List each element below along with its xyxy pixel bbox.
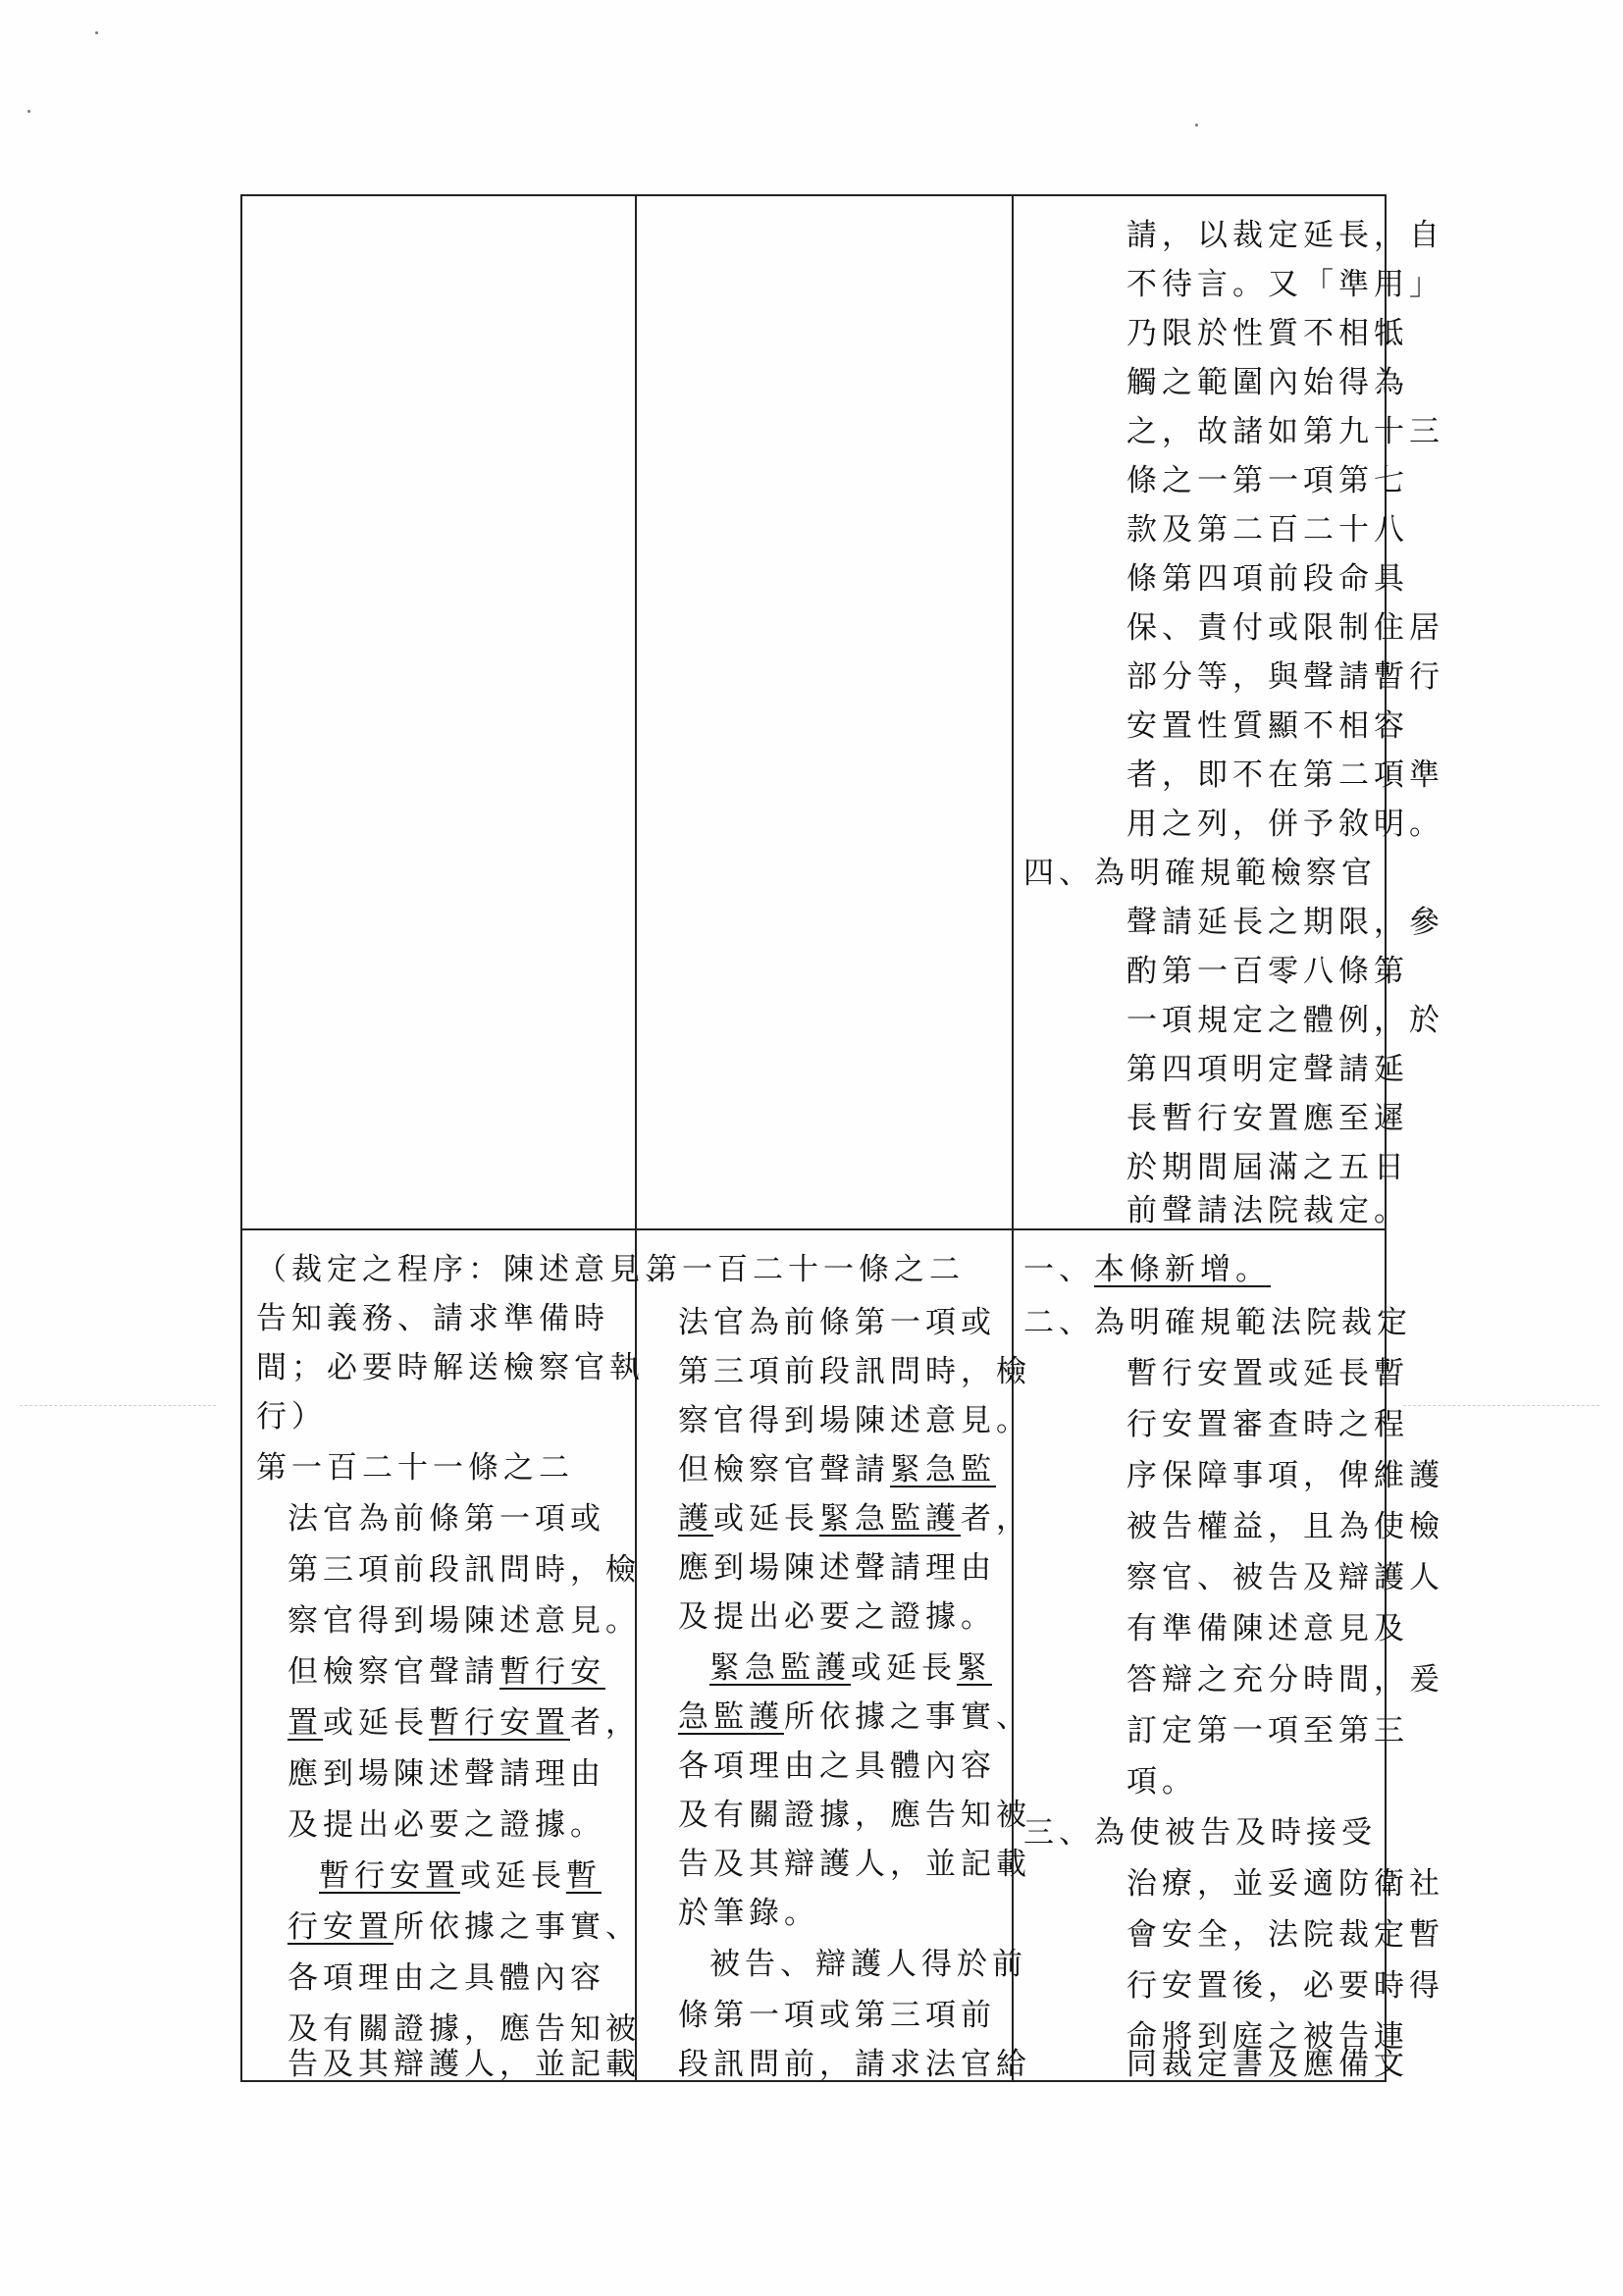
article-line: 第三項前段訊問時，檢 bbox=[678, 1354, 1031, 1389]
explanation-line: 安置性質顯不相容 bbox=[1126, 708, 1409, 744]
explanation-line: 請，以裁定延長，自 bbox=[1126, 218, 1444, 253]
text-run: 或延長 bbox=[851, 1650, 957, 1686]
explanation-line: 有準備陳述意見及 bbox=[1126, 1611, 1409, 1646]
explanation-line: 乃限於性質不相牴 bbox=[1126, 316, 1409, 351]
article-line: 法官為前條第一項或 bbox=[288, 1501, 605, 1537]
article-number: 第一百二十一條之二 bbox=[647, 1252, 965, 1287]
explanation-line: 第四項明定聲請延 bbox=[1126, 1052, 1409, 1087]
text-run: 但檢察官聲請 bbox=[288, 1654, 499, 1690]
article-line: 及有關證據，應告知被 bbox=[678, 1798, 1031, 1833]
explanation-line: 項。 bbox=[1126, 1764, 1197, 1800]
explanation-line: 答辯之充分時間，爰 bbox=[1126, 1662, 1444, 1697]
article-line: 於筆錄。 bbox=[678, 1896, 819, 1931]
article-line: 告及其辯護人，並記載 bbox=[288, 2047, 641, 2082]
article-line bbox=[288, 1904, 641, 1951]
text-run: 者， bbox=[570, 1705, 641, 1741]
article-line: 各項理由之具體內容 bbox=[288, 1960, 605, 1996]
article-line bbox=[709, 1644, 992, 1692]
explanation-line: 長暫行安置應至遲 bbox=[1126, 1101, 1409, 1136]
article-line: 應到場陳述聲請理由 bbox=[288, 1756, 605, 1792]
explanation-line: 款及第二百二十八 bbox=[1126, 512, 1409, 548]
item-number: 一、 bbox=[1023, 1252, 1094, 1287]
explanation-line: 之，故諸如第九十三 bbox=[1126, 414, 1444, 449]
article-line bbox=[288, 1648, 605, 1696]
text-run: 所依據之事實、 bbox=[784, 1699, 1031, 1735]
cell-bottom-middle bbox=[637, 1230, 1031, 2082]
explanation-line: 訂定第一項至第三 bbox=[1126, 1713, 1409, 1748]
explanation-line: 用之列，併予敘明。 bbox=[1126, 807, 1444, 842]
article-line bbox=[678, 1495, 1031, 1542]
text-run: 者， bbox=[961, 1501, 1031, 1537]
cell-bottom-right bbox=[1014, 1230, 1444, 2082]
amended-term: 暫行安置 bbox=[319, 1858, 460, 1894]
explanation-line: 酌第一百零八條第 bbox=[1126, 954, 1409, 989]
article-line bbox=[288, 1699, 641, 1747]
original-term: 急監護 bbox=[678, 1699, 784, 1735]
amended-term: 行安置 bbox=[288, 1909, 393, 1945]
explanation-item-heading: 二、為明確規範法院裁定 bbox=[1023, 1305, 1412, 1340]
text-run: 或延長 bbox=[460, 1858, 566, 1894]
amended-term: 暫 bbox=[566, 1858, 602, 1894]
article-heading-line: 行） bbox=[256, 1399, 327, 1435]
text-run: 或延長 bbox=[713, 1501, 819, 1537]
amended-term: 置 bbox=[288, 1705, 323, 1741]
explanation-line: 聲請延長之期限，參 bbox=[1126, 905, 1444, 940]
article-line: 應到場陳述聲請理由 bbox=[678, 1550, 996, 1586]
text-run: 或延長 bbox=[323, 1705, 429, 1741]
article-line: 察官得到場陳述意見。 bbox=[288, 1603, 641, 1639]
article-heading-line: 告知義務、請求準備時 bbox=[256, 1301, 609, 1336]
amended-term: 暫行安 bbox=[499, 1654, 605, 1690]
text-run: 所依據之事實、 bbox=[393, 1909, 641, 1945]
original-term: 緊急監護 bbox=[819, 1501, 961, 1537]
explanation-line: 一項規定之體例，於 bbox=[1126, 1003, 1444, 1038]
item-text: 本條新增。 bbox=[1094, 1252, 1271, 1287]
explanation-line: 者，即不在第二項準 bbox=[1126, 757, 1444, 793]
article-heading-line: （裁定之程序：陳述意見、 bbox=[256, 1252, 680, 1287]
explanation-line: 觸之範圍內始得為 bbox=[1126, 365, 1409, 400]
article-line: 及提出必要之證據。 bbox=[678, 1599, 996, 1635]
explanation-line: 行安置後，必要時得 bbox=[1126, 1968, 1444, 2004]
explanation-line: 命將到庭之被告連 bbox=[1126, 2019, 1409, 2055]
scan-speck bbox=[27, 110, 30, 113]
article-line: 及提出必要之證據。 bbox=[288, 1807, 605, 1843]
amended-term: 暫行安置 bbox=[429, 1705, 570, 1741]
explanation-item-heading: 三、為使被告及時接受 bbox=[1023, 1815, 1377, 1851]
article-line bbox=[678, 1694, 1031, 1741]
article-number: 第一百二十一條之二 bbox=[256, 1450, 574, 1486]
article-line: 條第一項或第三項前 bbox=[678, 1998, 996, 2033]
original-term: 緊急監護 bbox=[709, 1650, 851, 1686]
explanation-line: 保、責付或限制住居 bbox=[1126, 610, 1444, 646]
explanation-line: 前聲請法院裁定。 bbox=[1126, 1193, 1409, 1228]
scan-speck bbox=[95, 31, 98, 34]
article-line: 段訊問前，請求法官給 bbox=[678, 2047, 1031, 2082]
article-line: 法官為前條第一項或 bbox=[678, 1305, 996, 1340]
article-line: 察官得到場陳述意見。 bbox=[678, 1403, 1031, 1438]
article-line: 第三項前段訊問時，檢 bbox=[288, 1552, 641, 1588]
article-line: 各項理由之具體內容 bbox=[678, 1748, 996, 1784]
article-heading-line: 間；必要時解送檢察官執 bbox=[256, 1350, 645, 1385]
explanation-line: 暫行安置或延長暫 bbox=[1126, 1356, 1409, 1391]
explanation-line: 不待言。又「準用」 bbox=[1126, 267, 1444, 302]
article-line: 被告、辯護人得於前 bbox=[709, 1947, 1027, 1982]
explanation-line: 治療，並妥適防衛社 bbox=[1126, 1866, 1444, 1902]
cell-top-right bbox=[1014, 196, 1444, 1228]
explanation-line: 條之一第一項第七 bbox=[1126, 463, 1409, 498]
explanation-item-heading bbox=[1023, 1246, 1271, 1293]
explanation-line: 條第四項前段命具 bbox=[1126, 561, 1409, 597]
article-line: 及有關證據，應告知被 bbox=[288, 2011, 641, 2047]
article-line bbox=[319, 1852, 602, 1900]
explanation-item-heading: 四、為明確規範檢察官 bbox=[1023, 856, 1377, 891]
explanation-line: 部分等，與聲請暫行 bbox=[1126, 659, 1444, 695]
scan-fold-line bbox=[1403, 1405, 1599, 1406]
scan-fold-line bbox=[20, 1405, 216, 1406]
comparison-table bbox=[240, 194, 1444, 2082]
explanation-line: 行安置審查時之程 bbox=[1126, 1407, 1409, 1442]
cell-top-middle bbox=[637, 196, 1012, 1228]
article-line: 告及其辯護人，並記載 bbox=[678, 1847, 1031, 1882]
explanation-line: 序保障事項，俾維護 bbox=[1126, 1458, 1444, 1493]
original-term: 護 bbox=[678, 1501, 713, 1537]
original-term: 緊 bbox=[957, 1650, 992, 1686]
text-run: 但檢察官聲請 bbox=[678, 1452, 890, 1487]
cell-top-left bbox=[242, 196, 635, 1228]
explanation-line: 察官、被告及辯護人 bbox=[1126, 1560, 1444, 1595]
explanation-line: 會安全，法院裁定暫 bbox=[1126, 1917, 1444, 1953]
article-line bbox=[678, 1446, 996, 1493]
explanation-line: 被告權益，且為使檢 bbox=[1126, 1509, 1444, 1544]
cell-bottom-left bbox=[242, 1230, 680, 2082]
explanation-line: 於期間屆滿之五日 bbox=[1126, 1150, 1409, 1185]
explanation-line: 同裁定書及應備文 bbox=[1126, 2047, 1409, 2082]
scan-speck bbox=[1195, 124, 1198, 127]
original-term: 緊急監 bbox=[890, 1452, 996, 1487]
